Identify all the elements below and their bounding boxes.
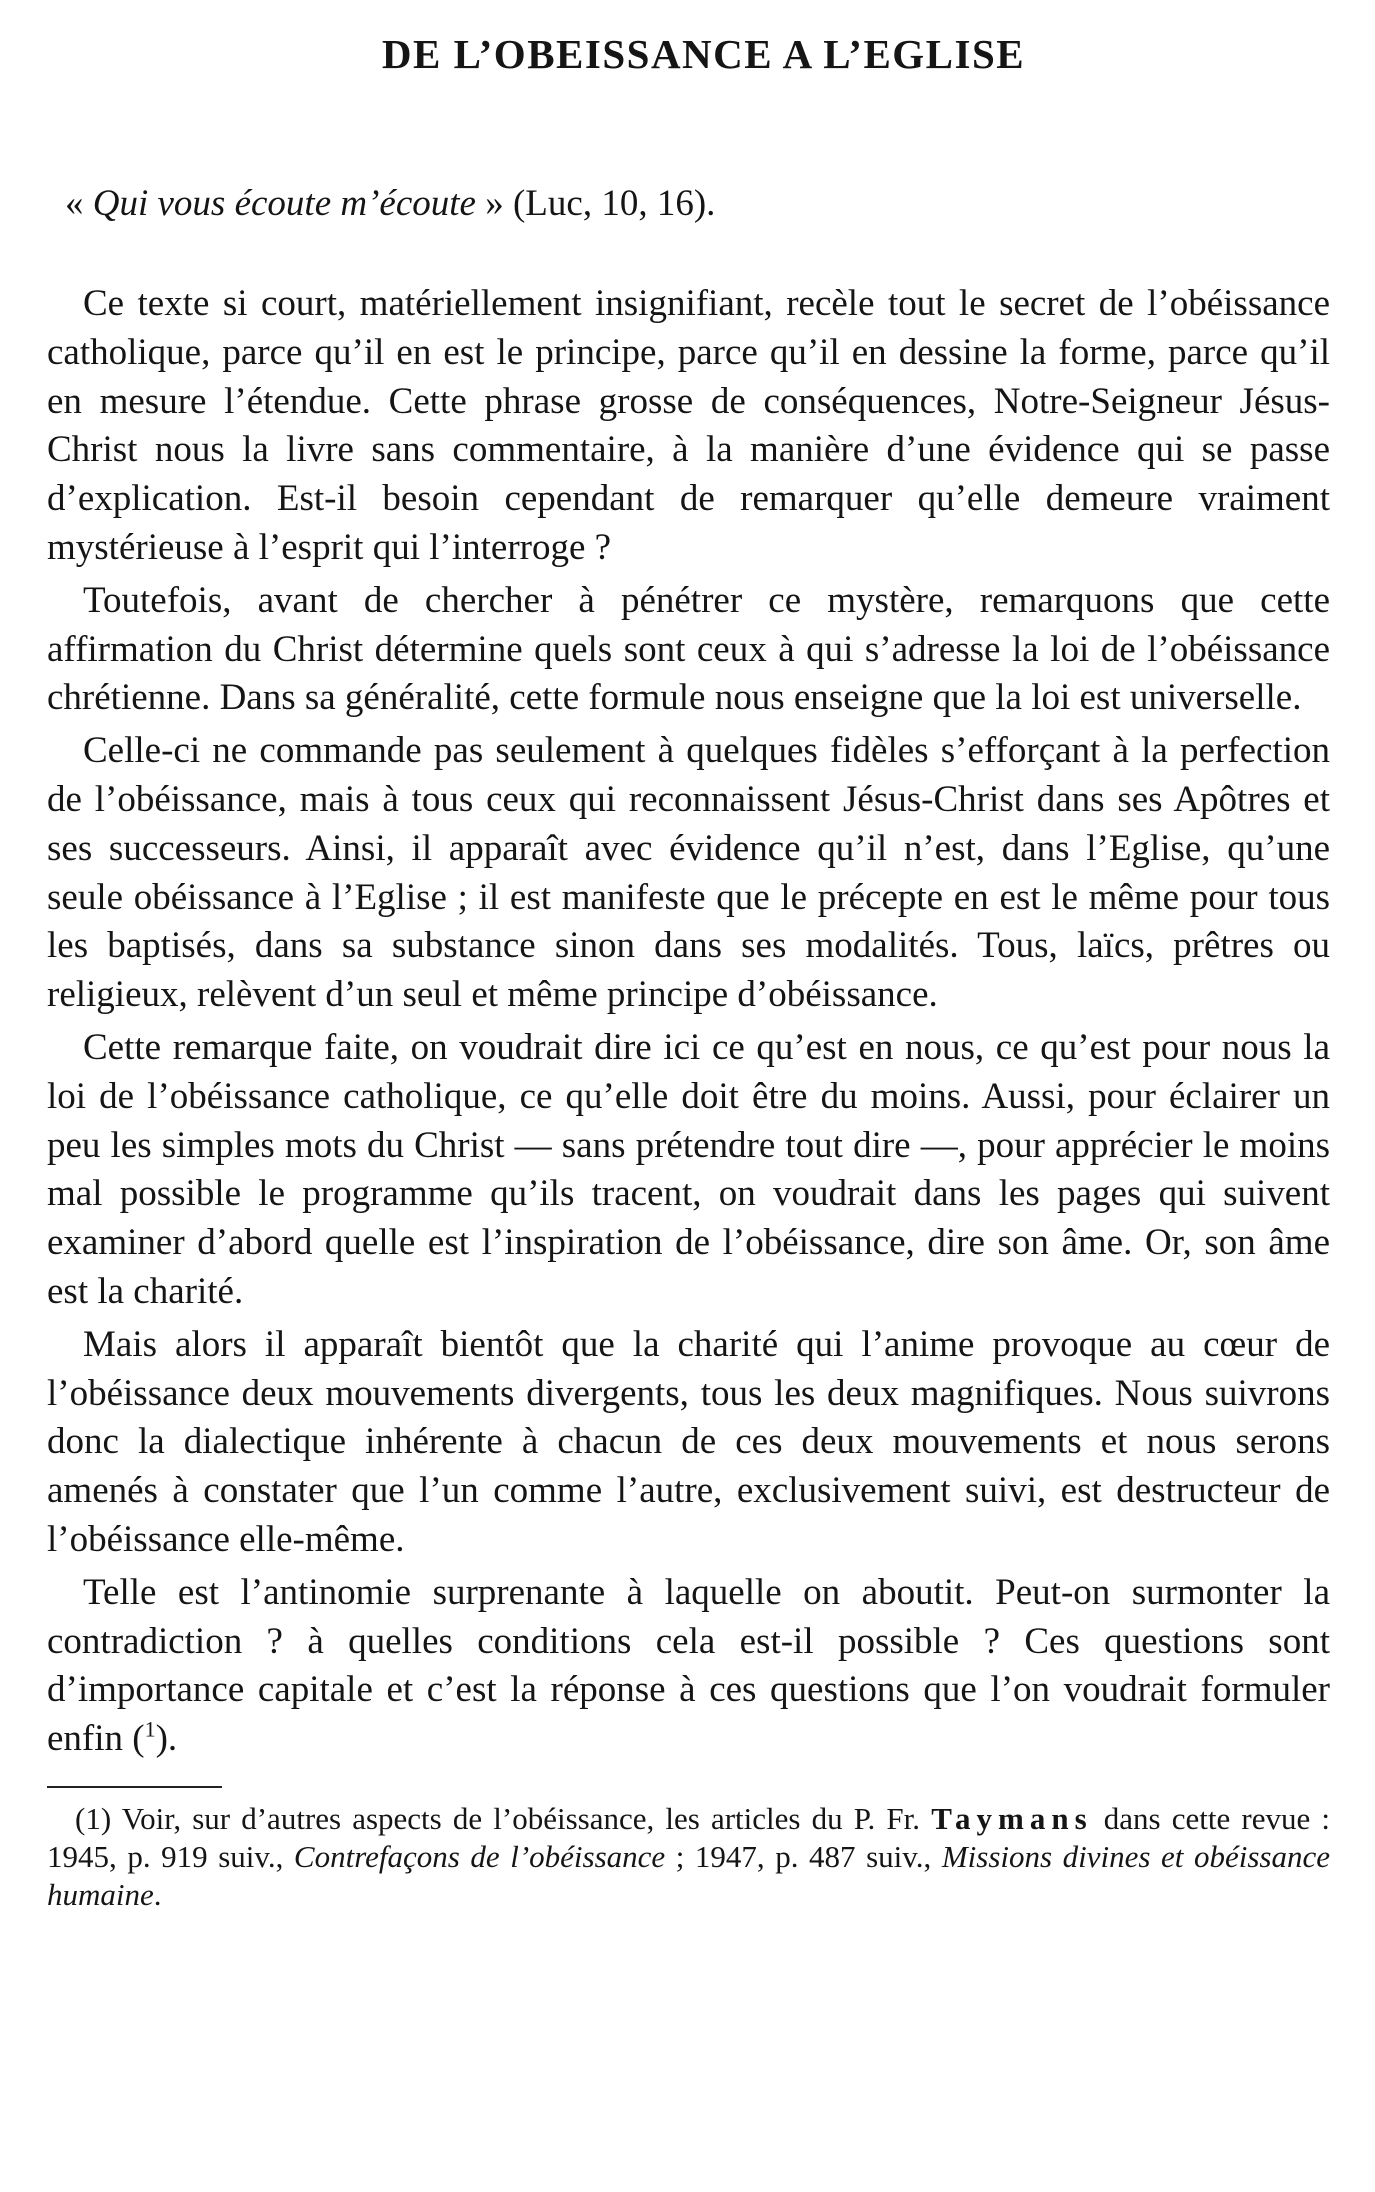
epigraph-quote: Qui vous écoute m’écoute — [92, 183, 476, 224]
paragraph-text: Telle est l’antinomie surprenante à laquelle on aboutit. Peut-on surmonter la contradiction ? à quelles conditions cela est-il possible ? Ces questions sont d’importance capitale et c’est la réponse à ces questions que l’on voudrait formuler enfin — [47, 1571, 1330, 1760]
footnote-text: dans cette revue : 1945, p. 919 suiv., — [47, 1800, 1330, 1874]
paragraph: Celle-ci ne commande pas seulement à quelques fidèles s’efforçant à la perfection de l’obéissance, mais à tous ceux qui reconnaissent Jésus-Christ dans ses Apôtres et ses successeurs. Ainsi, il apparaît avec évidence qu’il n’est, dans l’Eglise, qu’une seule obéissance à l’Eglise ; il est manifeste que le précepte en est le même pour tous les baptisés, dans sa substance sinon dans ses modalités. Tous, laïcs, prêtres ou religieux, relèvent d’un seul et même principe d’obéissance. — [47, 730, 1330, 1016]
footnote-text: Voir, sur d’autres aspects de l’obéissance, les articles du P. Fr. — [111, 1800, 932, 1836]
footnote-divider — [47, 1786, 222, 1788]
document-page — [47, 0, 1330, 1914]
epigraph-close-quote: » — [475, 183, 504, 224]
paragraph: Toutefois, avant de chercher à pénétrer ce mystère, remarquons que cette affirmation du Christ détermine quels sont ceux à qui s’adresse la loi de l’obéissance chrétienne. Dans sa généralité, cette formule nous enseigne que la loi est universelle. — [47, 579, 1330, 719]
footnote-reference: ($^1$). — [132, 1716, 178, 1760]
paragraph: Ce texte si court, matériellement insignifiant, recèle tout le secret de l’obéissance catholique, parce qu’il en est le principe, parce qu’il en dessine la forme, parce qu’il en mesure l’étendue. Cette phrase grosse de conséquences, Notre-Seigneur Jésus-Christ nous la livre sans commentaire, à la manière d’une évidence qui se passe d’explication. Est-il besoin cependant de remarquer qu’elle demeure vraiment mystérieuse à l’esprit qui l’interroge ? — [47, 283, 1330, 568]
footnote-reference-number: 1 — [144, 1716, 156, 1742]
paragraph: Mais alors il apparaît bientôt que la charité qui l’anime provoque au cœur de l’obéissance deux mouvements divergents, tous les deux magnifiques. Nous suivrons donc la dialectique inhérente à chacun de ces deux mouvements et nous serons amenés à constater que l’un comme l’autre, exclusivement suivi, est destructeur de l’obéissance elle-même. — [47, 1323, 1330, 1560]
footnote-text: ; 1947, p. 487 suiv., — [665, 1838, 942, 1874]
footnote-title: Contrefaçons de l’obéissance — [293, 1838, 666, 1874]
epigraph-open-quote: « — [65, 183, 93, 224]
epigraph — [47, 182, 1330, 226]
page-title: DE L’OBEISSANCE A L’EGLISE — [381, 31, 1026, 77]
footnote-author: Taymans — [931, 1800, 1093, 1836]
paragraph-last — [47, 1569, 1330, 1764]
body-text — [47, 280, 1330, 1764]
epigraph-reference: (Luc, 10, 16). — [503, 183, 716, 224]
footnote-text: . — [153, 1876, 162, 1912]
footnote — [47, 1800, 1330, 1914]
footnote-title: Missions divines et obéissance humaine — [47, 1838, 1330, 1912]
footnote-marker: (1) — [75, 1800, 112, 1836]
paragraph: Cette remarque faite, on voudrait dire ici ce qu’est en nous, ce qu’est pour nous la loi de l’obéissance catholique, ce qu’elle doit être du moins. Aussi, pour éclairer un peu les simples mots du Christ — sans prétendre tout dire —, pour apprécier le moins mal possible le programme qu’ils tracent, on voudrait dans les pages qui suivent examiner d’abord quelle est l’inspiration de l’obéissance, dire son âme. Or, son âme est la charité. — [47, 1026, 1330, 1312]
